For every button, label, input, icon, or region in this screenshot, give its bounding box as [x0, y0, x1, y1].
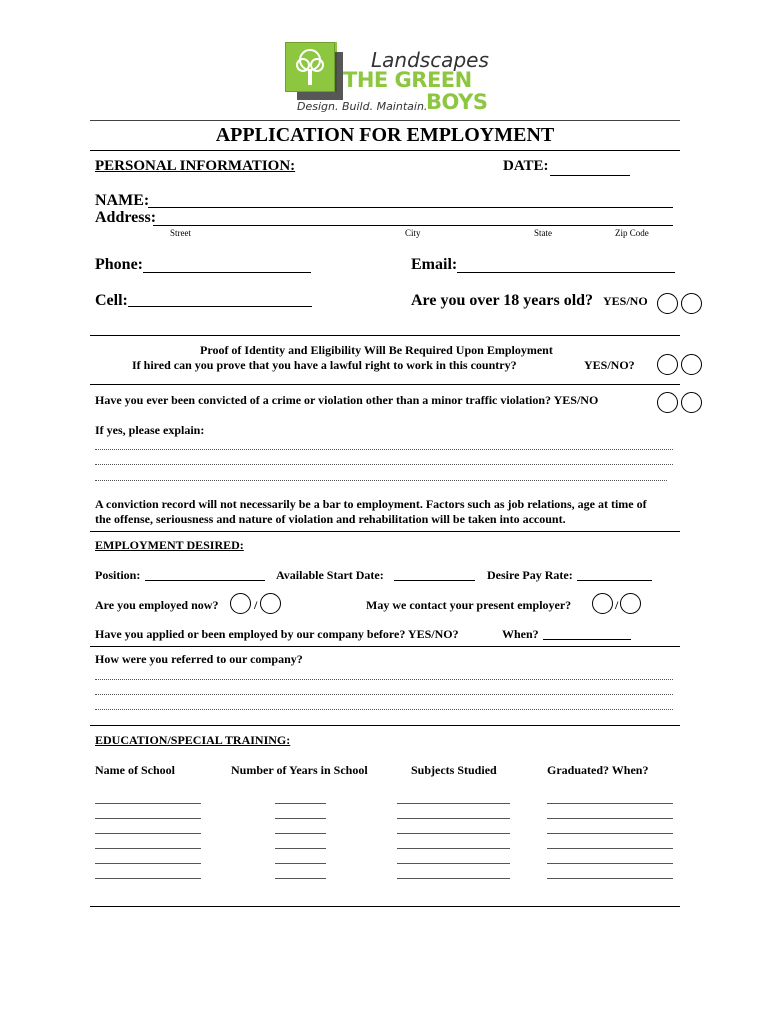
phone-label: Phone:	[95, 256, 143, 273]
bottom-rule	[90, 906, 680, 907]
pay-rate-label: Desire Pay Rate:	[487, 568, 573, 582]
date-field[interactable]	[550, 175, 630, 176]
logo-tree-box-front	[285, 42, 335, 92]
education-field[interactable]	[95, 833, 201, 834]
education-heading: EDUCATION/SPECIAL TRAINING:	[95, 733, 291, 747]
eligibility-no-radio[interactable]	[681, 354, 702, 375]
employed-now-label: Are you employed now?	[95, 598, 219, 612]
referred-line-3[interactable]	[95, 709, 673, 710]
contact-employer-label: May we contact your present employer?	[366, 598, 572, 612]
address-street-label: Street	[170, 228, 191, 238]
employed-now-slash: /	[254, 598, 258, 612]
explain-line-2[interactable]	[95, 464, 673, 465]
education-field[interactable]	[547, 863, 673, 864]
education-field[interactable]	[275, 863, 326, 864]
conviction-question: Have you ever been convicted of a crime or violation other than a minor traffic violation? YES/NO	[95, 393, 599, 407]
age-yesno: YES/NO	[603, 294, 648, 308]
age-question: Are you over 18 years old?	[411, 292, 594, 309]
explain-line-1[interactable]	[95, 449, 673, 450]
eligibility-line1: Proof of Identity and Eligibility Will Be Required Upon Employment	[200, 343, 553, 357]
when-label: When?	[502, 627, 539, 641]
education-col-subjects: Subjects Studied	[411, 763, 497, 777]
tree-icon	[286, 43, 334, 91]
company-logo	[285, 42, 490, 117]
logo-brand-line1: THE GREEN	[343, 68, 472, 92]
start-date-label: Available Start Date:	[276, 568, 384, 582]
address-label: Address:	[95, 209, 157, 226]
rule-conviction-top	[90, 384, 680, 385]
education-col-years: Number of Years in School	[231, 763, 368, 777]
conviction-note-line1: A conviction record will not necessarily be a bar to employment. Factors such as job relations, age at time of	[95, 497, 647, 511]
title-rule	[90, 150, 680, 151]
eligibility-yes-radio[interactable]	[657, 354, 678, 375]
education-col-school: Name of School	[95, 763, 175, 777]
rule-employment-top	[90, 531, 680, 532]
cell-label: Cell:	[95, 292, 128, 309]
education-col-graduated: Graduated? When?	[547, 763, 649, 777]
eligibility-yesno: YES/NO?	[584, 358, 635, 372]
start-date-field[interactable]	[394, 580, 475, 581]
logo-brand-line2: BOYS	[426, 90, 488, 114]
page-title: APPLICATION FOR EMPLOYMENT	[215, 124, 555, 146]
education-field[interactable]	[547, 803, 673, 804]
email-field[interactable]	[457, 272, 675, 273]
education-field[interactable]	[275, 878, 326, 879]
rule-eligibility-top	[90, 335, 680, 336]
education-field[interactable]	[547, 848, 673, 849]
education-field[interactable]	[275, 848, 326, 849]
personal-heading: PERSONAL INFORMATION:	[95, 158, 296, 174]
conviction-no-radio[interactable]	[681, 392, 702, 413]
contact-employer-no-radio[interactable]	[620, 593, 641, 614]
education-field[interactable]	[95, 818, 201, 819]
education-field[interactable]	[397, 878, 510, 879]
education-field[interactable]	[397, 833, 510, 834]
pay-rate-field[interactable]	[577, 580, 652, 581]
contact-employer-yes-radio[interactable]	[592, 593, 613, 614]
education-field[interactable]	[397, 863, 510, 864]
address-city-label: City	[405, 228, 421, 238]
education-field[interactable]	[547, 878, 673, 879]
top-rule	[90, 120, 680, 121]
position-label: Position:	[95, 568, 141, 582]
referred-line-1[interactable]	[95, 679, 673, 680]
cell-field[interactable]	[128, 306, 312, 307]
logo-script-text: Landscapes	[371, 48, 489, 72]
rule-education-top	[90, 725, 680, 726]
position-field[interactable]	[145, 580, 265, 581]
education-field[interactable]	[397, 848, 510, 849]
name-field[interactable]	[148, 207, 673, 208]
referred-line-2[interactable]	[95, 694, 673, 695]
conviction-note-line2: the offense, seriousness and nature of violation and rehabilitation will be taken into account.	[95, 512, 566, 526]
employed-now-yes-radio[interactable]	[230, 593, 251, 614]
employment-heading: EMPLOYMENT DESIRED:	[95, 538, 244, 552]
applied-before-label: Have you applied or been employed by our company before? YES/NO?	[95, 627, 459, 641]
name-label: NAME:	[95, 192, 150, 209]
email-label: Email:	[411, 256, 458, 273]
address-field[interactable]	[153, 225, 673, 226]
phone-field[interactable]	[143, 272, 311, 273]
education-field[interactable]	[547, 833, 673, 834]
eligibility-line2: If hired can you prove that you have a lawful right to work in this country?	[132, 358, 517, 372]
address-state-label: State	[534, 228, 552, 238]
education-field[interactable]	[95, 803, 201, 804]
education-field[interactable]	[275, 803, 326, 804]
education-field[interactable]	[95, 863, 201, 864]
conviction-explain-label: If yes, please explain:	[95, 423, 205, 437]
employed-now-no-radio[interactable]	[260, 593, 281, 614]
explain-line-3[interactable]	[95, 480, 667, 481]
conviction-yes-radio[interactable]	[657, 392, 678, 413]
contact-employer-slash: /	[615, 598, 619, 612]
education-field[interactable]	[397, 803, 510, 804]
age-no-radio[interactable]	[681, 293, 702, 314]
education-field[interactable]	[275, 833, 326, 834]
referred-label: How were you referred to our company?	[95, 652, 303, 666]
education-field[interactable]	[275, 818, 326, 819]
rule-referred-top	[90, 646, 680, 647]
age-yes-radio[interactable]	[657, 293, 678, 314]
date-label: DATE:	[503, 158, 549, 174]
when-field[interactable]	[543, 639, 631, 640]
education-field[interactable]	[397, 818, 510, 819]
education-field[interactable]	[547, 818, 673, 819]
address-zip-label: Zip Code	[615, 228, 649, 238]
logo-tagline: Design. Build. Maintain.	[297, 100, 428, 113]
education-field[interactable]	[95, 848, 201, 849]
education-field[interactable]	[95, 878, 201, 879]
